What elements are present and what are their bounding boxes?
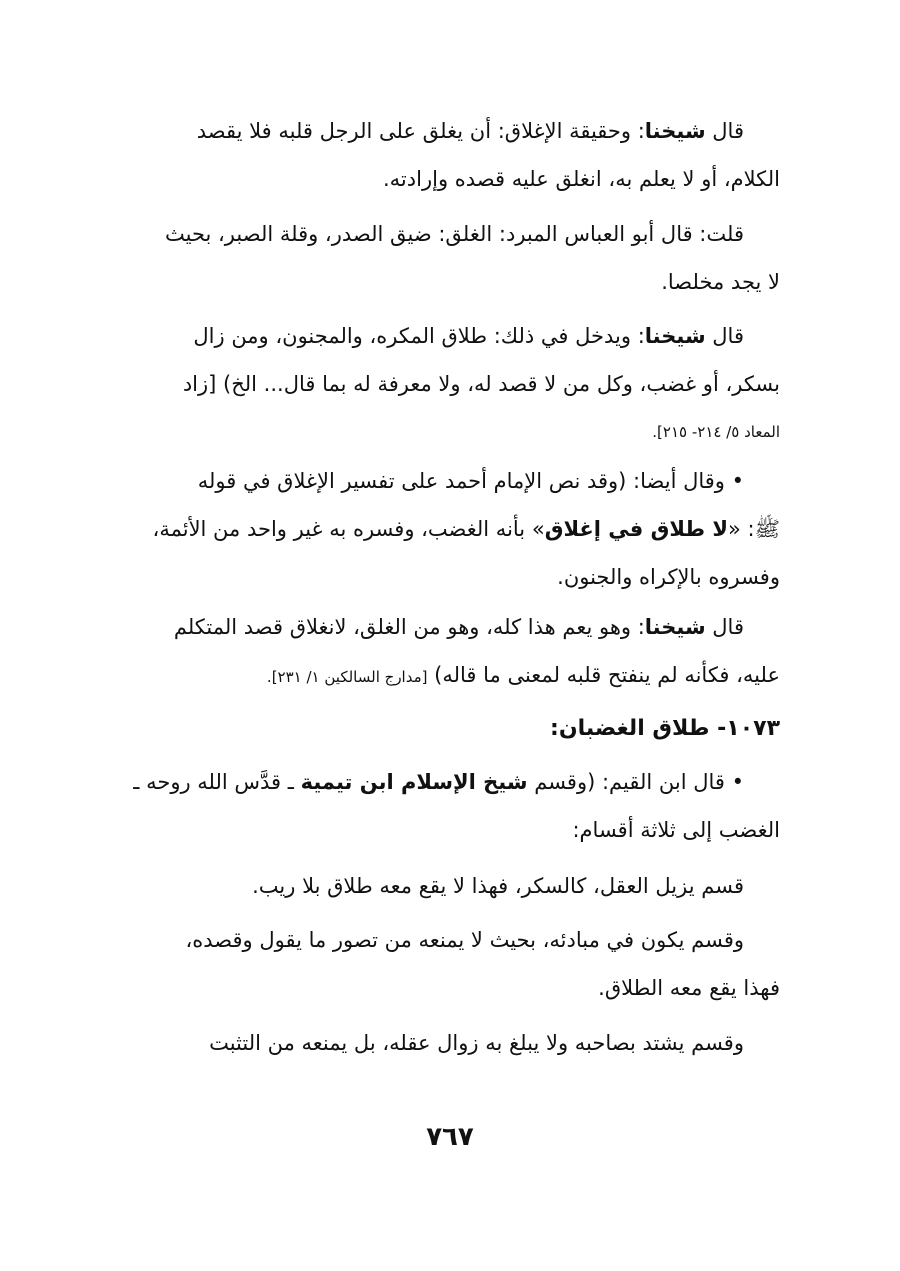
paragraph-line: بسكر، أو غضب، وكل من لا قصد له، ولا معرفة له بما قال... الخ) [زاد [182,372,780,396]
citation: [مدارج السالكين ١/ ٢٣١]. [266,668,428,686]
paragraph-line: وفسروه بالإكراه والجنون. [557,565,780,589]
paragraph-line: لا يجد مخلصا. [661,270,780,294]
paragraph-line: قسم يزيل العقل، كالسكر، فهذا لا يقع معه طلاق بلا ريب. [252,874,744,898]
paragraph-line: قال شيخنا: وحقيقة الإغلاق: أن يغلق على الرجل قلبه فلا يقصد [196,119,744,143]
paragraph-6 [118,758,780,854]
page-number: ٧٦٧ [426,1122,474,1152]
paragraph-line: فهذا يقع معه الطلاق. [598,976,780,1000]
citation-line: المعاد ٥/ ٢١٤- ٢١٥]. [652,423,780,441]
paragraph-2 [118,210,780,306]
section-heading-block [118,705,780,753]
bold-name: شيخنا [644,324,706,348]
hadith-text: لا طلاق في إغلاق [544,517,729,541]
bold-name: شيخنا [644,119,706,143]
paragraph-line: عليه، فكأنه لم ينفتح قلبه لمعنى ما قاله) [مدارج السالكين ١/ ٢٣١]. [266,663,780,687]
paragraph-line: وقسم يكون في مبادئه، بحيث لا يمنعه من تصور ما يقول وقصده، [185,928,744,952]
paragraph-line: قال شيخنا: ويدخل في ذلك: طلاق المكره، والمجنون، ومن زال [193,324,744,348]
bold-name: شيخنا [644,615,706,639]
paragraph-4 [118,457,780,601]
paragraph-7 [118,862,780,910]
paragraph-9 [118,1019,780,1067]
paragraph-line: قال شيخنا: وهو يعم هذا كله، وهو من الغلق، لانغلاق قصد المتكلم [173,615,744,639]
paragraph-line: الكلام، أو لا يعلم به، انغلق عليه قصده وإرادته. [383,167,780,191]
paragraph-line: • قال ابن القيم: (وقسم شيخ الإسلام ابن تيمية ـ قدَّس الله روحه ـ [133,770,744,794]
paragraph-line: ﷺ: «لا طلاق في إغلاق» بأنه الغضب، وفسره به غير واحد من الأئمة، [152,517,780,541]
paragraph-line: وقسم يشتد بصاحبه ولا يبلغ به زوال عقله، بل يمنعه من التثبت [209,1031,744,1055]
paragraph-line: الغضب إلى ثلاثة أقسام: [572,818,780,842]
paragraph-5 [118,603,780,701]
bold-name: شيخ الإسلام ابن تيمية [300,770,528,794]
paragraph-1 [118,107,780,203]
paragraph-line: • وقال أيضا: (وقد نص الإمام أحمد على تفسير الإغلاق في قوله [197,469,744,493]
section-heading: ١٠٧٣- طلاق الغضبان: [550,716,780,741]
paragraph-line: قلت: قال أبو العباس المبرد: الغلق: ضيق الصدر، وقلة الصبر، بحيث [165,222,744,246]
paragraph-8 [118,916,780,1012]
paragraph-3 [118,312,780,456]
